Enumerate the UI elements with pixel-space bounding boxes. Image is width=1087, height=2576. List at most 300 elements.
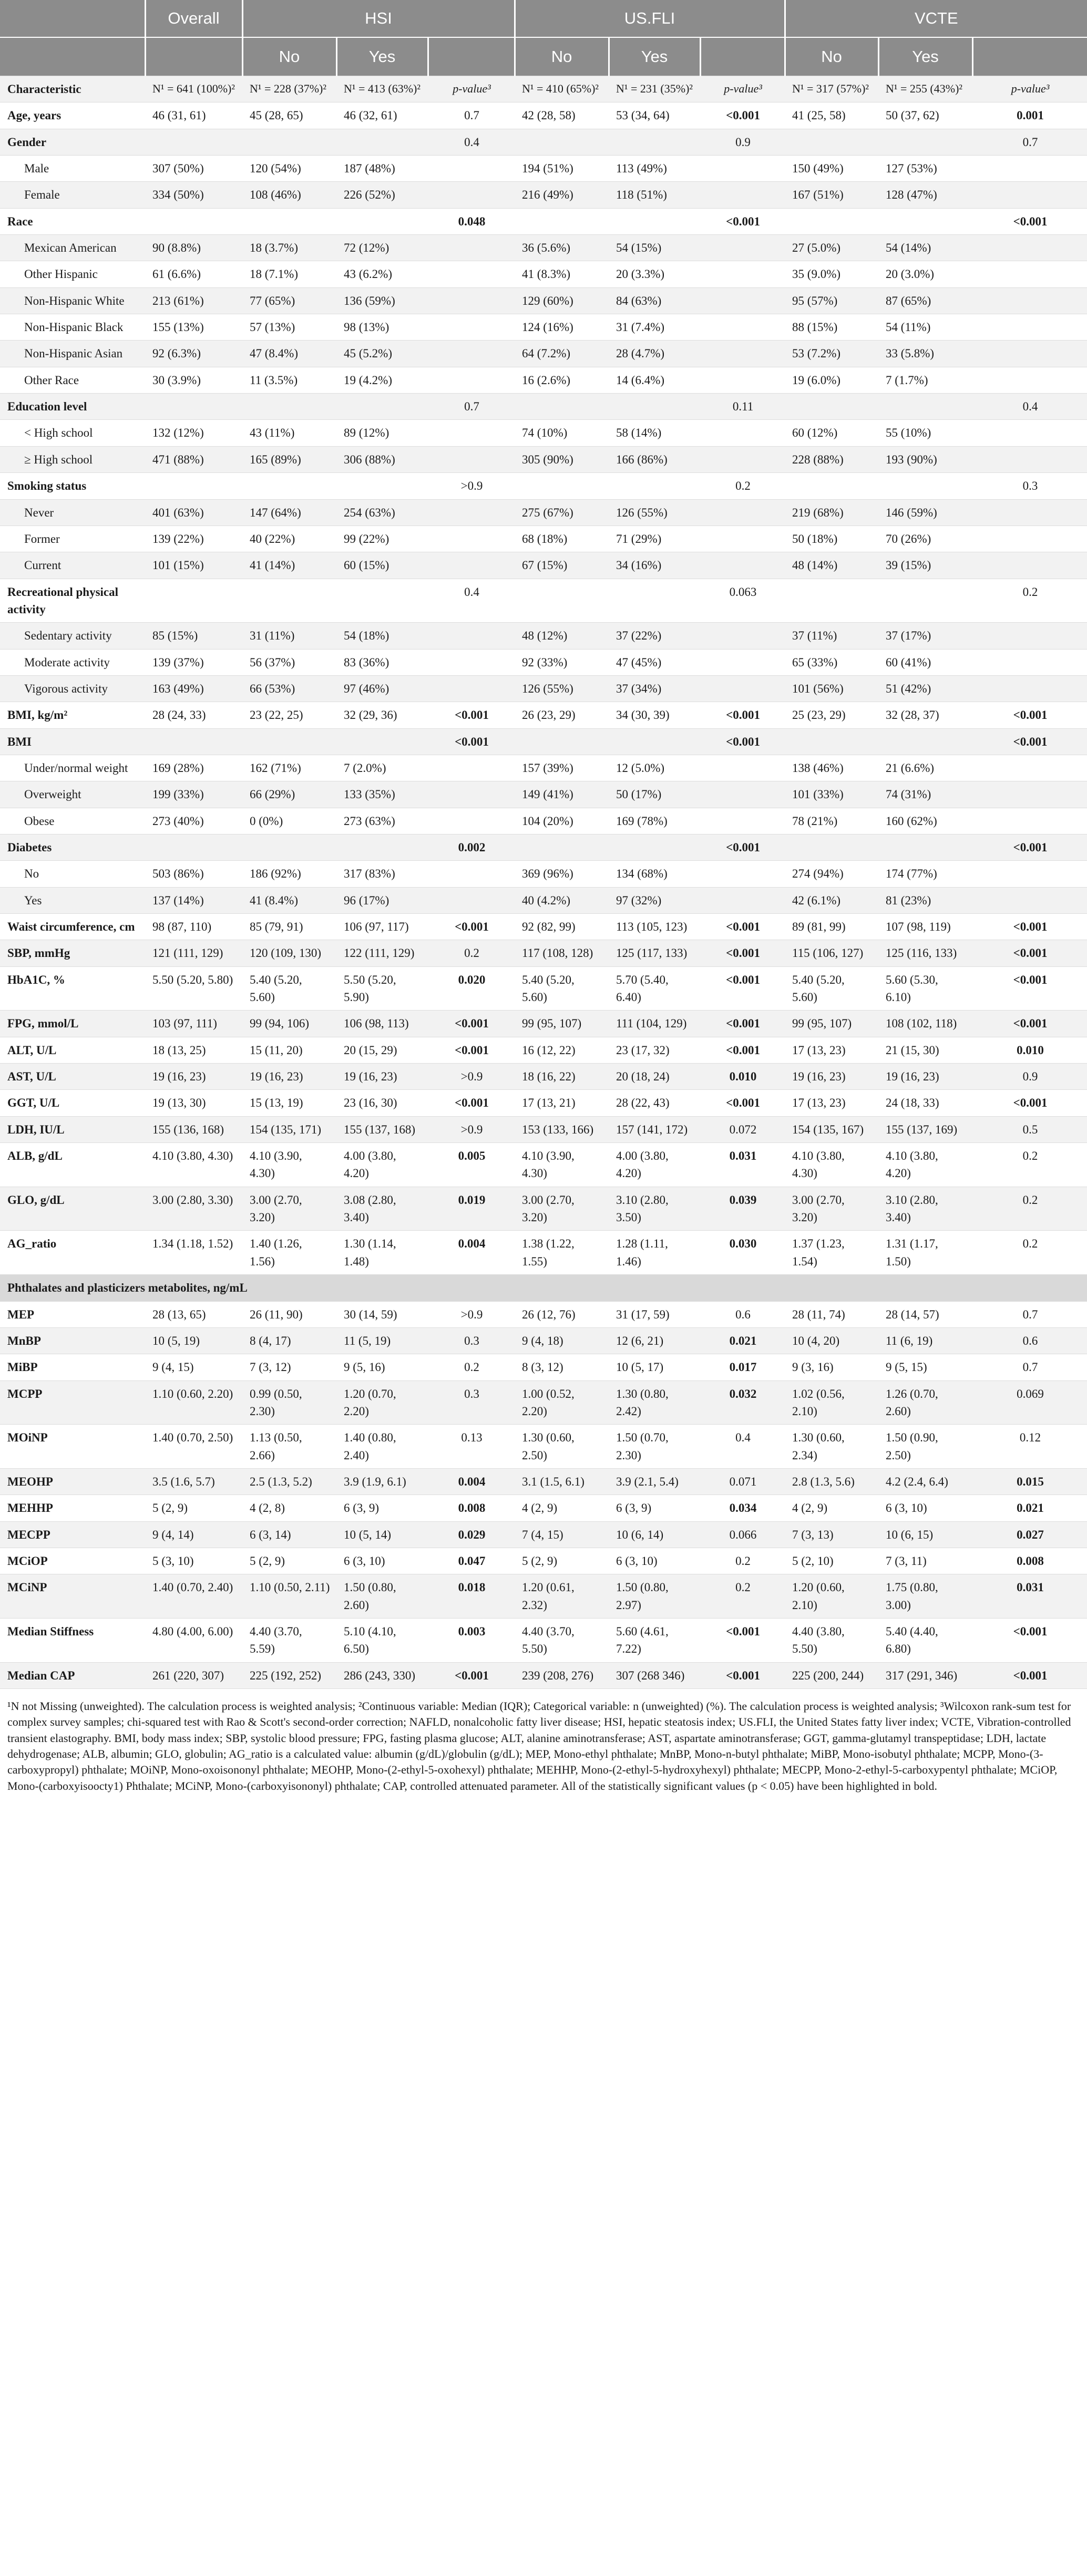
- p-value-cell: 0.2: [700, 473, 785, 499]
- p-value-cell: <0.001: [972, 1090, 1087, 1116]
- value-cell: 60 (15%): [336, 552, 428, 579]
- value-cell: 1.26 (0.70, 2.60): [878, 1380, 972, 1425]
- value-cell: 97 (46%): [336, 675, 428, 702]
- value-cell: 160 (62%): [878, 808, 972, 834]
- row-label: Under/normal weight: [0, 755, 145, 781]
- p-value-cell: [428, 314, 515, 341]
- value-cell: 1.30 (0.80, 2.42): [609, 1380, 700, 1425]
- value-cell: 129 (60%): [515, 287, 609, 314]
- value-cell: 99 (95, 107): [785, 1011, 878, 1037]
- n-cell: N¹ = 228 (37%)²: [242, 76, 336, 102]
- category-level-row: [0, 649, 1087, 675]
- value-cell: 1.40 (1.26, 1.56): [242, 1231, 336, 1275]
- row-label: Gender: [0, 129, 145, 155]
- value-cell: 60 (12%): [785, 420, 878, 446]
- p-value-cell: <0.001: [700, 940, 785, 966]
- value-cell: 111 (104, 129): [609, 1011, 700, 1037]
- value-cell: [515, 394, 609, 420]
- value-cell: 15 (11, 20): [242, 1037, 336, 1063]
- value-cell: 99 (94, 106): [242, 1011, 336, 1037]
- p-value-cell: 0.004: [428, 1231, 515, 1275]
- variable-row: [0, 1327, 1087, 1354]
- p-value-cell: >0.9: [428, 1301, 515, 1327]
- value-cell: 169 (28%): [145, 755, 242, 781]
- subheader-blank: [700, 37, 785, 76]
- value-cell: 136 (59%): [336, 287, 428, 314]
- value-cell: [145, 394, 242, 420]
- p-value-cell: 0.2: [700, 1548, 785, 1574]
- value-cell: 3.00 (2.70, 3.20): [785, 1187, 878, 1231]
- value-cell: 65 (33%): [785, 649, 878, 675]
- value-cell: 216 (49%): [515, 182, 609, 208]
- value-cell: 36 (5.6%): [515, 235, 609, 261]
- value-cell: 1.10 (0.60, 2.20): [145, 1380, 242, 1425]
- value-cell: 41 (8.3%): [515, 261, 609, 287]
- p-value-cell: 0.4: [700, 1425, 785, 1469]
- variable-row: [0, 208, 1087, 234]
- value-cell: 24 (18, 33): [878, 1090, 972, 1116]
- p-value-cell: [972, 623, 1087, 649]
- value-cell: 45 (28, 65): [242, 102, 336, 129]
- p-value-cell: [700, 552, 785, 579]
- p-value-cell: 0.2: [972, 579, 1087, 623]
- value-cell: 98 (13%): [336, 314, 428, 341]
- category-level-row: [0, 287, 1087, 314]
- value-cell: 254 (63%): [336, 499, 428, 525]
- value-cell: [609, 728, 700, 755]
- value-cell: 85 (15%): [145, 623, 242, 649]
- row-label: Vigorous activity: [0, 675, 145, 702]
- value-cell: 194 (51%): [515, 156, 609, 182]
- value-cell: 9 (3, 16): [785, 1354, 878, 1380]
- value-cell: 53 (7.2%): [785, 341, 878, 367]
- value-cell: [878, 728, 972, 755]
- p-value-cell: 0.7: [972, 129, 1087, 155]
- value-cell: 4.40 (3.80, 5.50): [785, 1618, 878, 1662]
- value-cell: 19 (13, 30): [145, 1090, 242, 1116]
- value-cell: 46 (32, 61): [336, 102, 428, 129]
- row-label: Male: [0, 156, 145, 182]
- value-cell: 50 (37, 62): [878, 102, 972, 129]
- value-cell: [609, 129, 700, 155]
- value-cell: 503 (86%): [145, 861, 242, 887]
- value-cell: 7 (3, 11): [878, 1548, 972, 1574]
- value-cell: 41 (14%): [242, 552, 336, 579]
- p-value-cell: <0.001: [700, 728, 785, 755]
- value-cell: [242, 129, 336, 155]
- p-value-cell: <0.001: [700, 102, 785, 129]
- p-value-cell: [972, 235, 1087, 261]
- value-cell: [515, 834, 609, 860]
- value-cell: 7 (3, 13): [785, 1521, 878, 1548]
- group-usfli: US.FLI: [515, 0, 785, 37]
- value-cell: 199 (33%): [145, 781, 242, 808]
- value-cell: 32 (29, 36): [336, 702, 428, 728]
- value-cell: 31 (7.4%): [609, 314, 700, 341]
- p-value-cell: [972, 525, 1087, 552]
- value-cell: 122 (111, 129): [336, 940, 428, 966]
- p-value-cell: 0.5: [972, 1116, 1087, 1142]
- p-value-cell: 0.020: [428, 966, 515, 1011]
- p-value-cell: 0.2: [428, 940, 515, 966]
- subheader-blank: [145, 37, 242, 76]
- row-label: Female: [0, 182, 145, 208]
- row-label: No: [0, 861, 145, 887]
- row-label: GLO, g/dL: [0, 1187, 145, 1231]
- p-value-cell: 0.3: [972, 473, 1087, 499]
- value-cell: 26 (11, 90): [242, 1301, 336, 1327]
- value-cell: 21 (15, 30): [878, 1037, 972, 1063]
- row-label: MOiNP: [0, 1425, 145, 1469]
- variable-row: [0, 1495, 1087, 1521]
- p-value-cell: 0.6: [972, 1327, 1087, 1354]
- p-value-cell: 0.7: [428, 394, 515, 420]
- p-value-cell: 0.11: [700, 394, 785, 420]
- category-level-row: [0, 675, 1087, 702]
- p-value-cell: 0.010: [700, 1064, 785, 1090]
- p-value-cell: <0.001: [972, 208, 1087, 234]
- p-value-cell: <0.001: [972, 1011, 1087, 1037]
- row-label: Recreational physical activity: [0, 579, 145, 623]
- value-cell: 113 (105, 123): [609, 914, 700, 940]
- value-cell: 187 (48%): [336, 156, 428, 182]
- p-value-cell: 0.9: [972, 1064, 1087, 1090]
- value-cell: 103 (97, 111): [145, 1011, 242, 1037]
- value-cell: 28 (22, 43): [609, 1090, 700, 1116]
- value-cell: 1.30 (1.14, 1.48): [336, 1231, 428, 1275]
- p-value-cell: [972, 755, 1087, 781]
- row-label: Sedentary activity: [0, 623, 145, 649]
- value-cell: [515, 473, 609, 499]
- p-value-cell: >0.9: [428, 473, 515, 499]
- n-cell: N¹ = 413 (63%)²: [336, 76, 428, 102]
- value-cell: 7 (4, 15): [515, 1521, 609, 1548]
- value-cell: 317 (83%): [336, 861, 428, 887]
- p-value-cell: [972, 552, 1087, 579]
- variable-row: [0, 1090, 1087, 1116]
- p-value-cell: [700, 261, 785, 287]
- variable-row: [0, 966, 1087, 1011]
- p-value-cell: 0.2: [972, 1187, 1087, 1231]
- p-value-cell: [972, 499, 1087, 525]
- value-cell: [785, 728, 878, 755]
- p-value-cell: <0.001: [700, 966, 785, 1011]
- row-label: BMI, kg/m²: [0, 702, 145, 728]
- category-level-row: [0, 781, 1087, 808]
- value-cell: 70 (26%): [878, 525, 972, 552]
- value-cell: 3.08 (2.80, 3.40): [336, 1187, 428, 1231]
- value-cell: [515, 579, 609, 623]
- value-cell: 16 (2.6%): [515, 367, 609, 393]
- value-cell: 4.40 (3.70, 5.50): [515, 1618, 609, 1662]
- value-cell: 126 (55%): [609, 499, 700, 525]
- variable-row: [0, 579, 1087, 623]
- value-cell: 10 (4, 20): [785, 1327, 878, 1354]
- row-label: Other Hispanic: [0, 261, 145, 287]
- p-value-cell: [428, 261, 515, 287]
- value-cell: 2.5 (1.3, 5.2): [242, 1468, 336, 1495]
- value-cell: 127 (53%): [878, 156, 972, 182]
- category-level-row: [0, 861, 1087, 887]
- p-value-cell: [428, 781, 515, 808]
- value-cell: 26 (12, 76): [515, 1301, 609, 1327]
- value-cell: 54 (11%): [878, 314, 972, 341]
- p-value-cell: [700, 341, 785, 367]
- value-cell: 147 (64%): [242, 499, 336, 525]
- variable-row: [0, 473, 1087, 499]
- value-cell: 72 (12%): [336, 235, 428, 261]
- value-cell: 1.20 (0.61, 2.32): [515, 1574, 609, 1619]
- p-value-cell: [972, 341, 1087, 367]
- value-cell: [515, 129, 609, 155]
- p-value-cell: [428, 552, 515, 579]
- p-value-cell: 0.2: [972, 1143, 1087, 1187]
- p-value-cell: 0.015: [972, 1468, 1087, 1495]
- row-label: LDH, IU/L: [0, 1116, 145, 1142]
- value-cell: 155 (137, 169): [878, 1116, 972, 1142]
- value-cell: 89 (12%): [336, 420, 428, 446]
- p-value-cell: 0.005: [428, 1143, 515, 1187]
- row-label: Age, years: [0, 102, 145, 129]
- p-value-cell: 0.7: [428, 102, 515, 129]
- value-cell: 115 (106, 127): [785, 940, 878, 966]
- p-value-cell: [700, 235, 785, 261]
- value-cell: 4.10 (3.90, 4.30): [242, 1143, 336, 1187]
- value-cell: [785, 208, 878, 234]
- p-value-cell: [972, 314, 1087, 341]
- value-cell: 3.1 (1.5, 6.1): [515, 1468, 609, 1495]
- p-value-cell: [972, 261, 1087, 287]
- value-cell: 47 (45%): [609, 649, 700, 675]
- value-cell: 71 (29%): [609, 525, 700, 552]
- value-cell: 74 (10%): [515, 420, 609, 446]
- variable-row: [0, 1143, 1087, 1187]
- p-value-cell: 0.047: [428, 1548, 515, 1574]
- value-cell: 1.28 (1.11, 1.46): [609, 1231, 700, 1275]
- value-cell: 1.50 (0.90, 2.50): [878, 1425, 972, 1469]
- value-cell: [242, 579, 336, 623]
- p-value-cell: [700, 182, 785, 208]
- subheader-hsi-yes: Yes: [336, 37, 428, 76]
- value-cell: 4.40 (3.70, 5.59): [242, 1618, 336, 1662]
- row-label: ALB, g/dL: [0, 1143, 145, 1187]
- value-cell: 1.50 (0.70, 2.30): [609, 1425, 700, 1469]
- variable-row: [0, 702, 1087, 728]
- variable-row: [0, 1037, 1087, 1063]
- value-cell: 1.31 (1.17, 1.50): [878, 1231, 972, 1275]
- p-value-cell: <0.001: [700, 1090, 785, 1116]
- value-cell: 120 (109, 130): [242, 940, 336, 966]
- p-value-cell: [972, 367, 1087, 393]
- value-cell: 1.40 (0.70, 2.50): [145, 1425, 242, 1469]
- value-cell: 19 (16, 23): [878, 1064, 972, 1090]
- value-cell: 23 (16, 30): [336, 1090, 428, 1116]
- subgroup-header-row: [0, 37, 1087, 76]
- p-value-cell: [700, 367, 785, 393]
- value-cell: 34 (30, 39): [609, 702, 700, 728]
- p-value-cell: <0.001: [700, 1662, 785, 1688]
- value-cell: 6 (3, 14): [242, 1521, 336, 1548]
- variable-row: [0, 1354, 1087, 1380]
- subheader-usfli-no: No: [515, 37, 609, 76]
- value-cell: 26 (23, 29): [515, 702, 609, 728]
- row-label: MEP: [0, 1301, 145, 1327]
- value-cell: 68 (18%): [515, 525, 609, 552]
- value-cell: 42 (28, 58): [515, 102, 609, 129]
- row-label: MnBP: [0, 1327, 145, 1354]
- p-value-cell: [428, 367, 515, 393]
- value-cell: 150 (49%): [785, 156, 878, 182]
- value-cell: 6 (3, 10): [878, 1495, 972, 1521]
- row-label: AG_ratio: [0, 1231, 145, 1275]
- p-value-cell: 0.017: [700, 1354, 785, 1380]
- value-cell: 5.40 (5.20, 5.60): [785, 966, 878, 1011]
- value-cell: 2.8 (1.3, 5.6): [785, 1468, 878, 1495]
- value-cell: 43 (6.2%): [336, 261, 428, 287]
- p-value-cell: 0.034: [700, 1495, 785, 1521]
- row-label: BMI: [0, 728, 145, 755]
- value-cell: 54 (14%): [878, 235, 972, 261]
- value-cell: 9 (5, 15): [878, 1354, 972, 1380]
- value-cell: 1.37 (1.23, 1.54): [785, 1231, 878, 1275]
- value-cell: 334 (50%): [145, 182, 242, 208]
- value-cell: 5.40 (4.40, 6.80): [878, 1618, 972, 1662]
- value-cell: 28 (14, 57): [878, 1301, 972, 1327]
- value-cell: 14 (6.4%): [609, 367, 700, 393]
- value-cell: 125 (117, 133): [609, 940, 700, 966]
- p-value-cell: [972, 649, 1087, 675]
- row-label: MECPP: [0, 1521, 145, 1548]
- category-level-row: [0, 341, 1087, 367]
- value-cell: 98 (87, 110): [145, 914, 242, 940]
- value-cell: 95 (57%): [785, 287, 878, 314]
- value-cell: 128 (47%): [878, 182, 972, 208]
- value-cell: [242, 473, 336, 499]
- value-cell: 87 (65%): [878, 287, 972, 314]
- p-value-cell: <0.001: [972, 702, 1087, 728]
- value-cell: 4 (2, 9): [785, 1495, 878, 1521]
- value-cell: 92 (82, 99): [515, 914, 609, 940]
- value-cell: 20 (3.3%): [609, 261, 700, 287]
- p-value-cell: 0.030: [700, 1231, 785, 1275]
- row-label: FPG, mmol/L: [0, 1011, 145, 1037]
- value-cell: 3.10 (2.80, 3.40): [878, 1187, 972, 1231]
- value-cell: 5 (2, 9): [515, 1548, 609, 1574]
- value-cell: 10 (6, 15): [878, 1521, 972, 1548]
- value-cell: 174 (77%): [878, 861, 972, 887]
- n-cell: N¹ = 231 (35%)²: [609, 76, 700, 102]
- value-cell: 108 (46%): [242, 182, 336, 208]
- value-cell: 19 (16, 23): [145, 1064, 242, 1090]
- value-cell: 1.75 (0.80, 3.00): [878, 1574, 972, 1619]
- category-level-row: [0, 314, 1087, 341]
- p-value-cell: [700, 861, 785, 887]
- value-cell: 307 (268 346): [609, 1662, 700, 1688]
- value-cell: 219 (68%): [785, 499, 878, 525]
- value-cell: 39 (15%): [878, 552, 972, 579]
- value-cell: [336, 129, 428, 155]
- value-cell: 139 (22%): [145, 525, 242, 552]
- value-cell: 163 (49%): [145, 675, 242, 702]
- p-value-heading: p-value³: [972, 76, 1087, 102]
- group-vcte: VCTE: [785, 0, 1087, 37]
- p-value-heading: p-value³: [428, 76, 515, 102]
- p-value-cell: [700, 649, 785, 675]
- variable-row: [0, 1468, 1087, 1495]
- value-cell: 138 (46%): [785, 755, 878, 781]
- value-cell: 317 (291, 346): [878, 1662, 972, 1688]
- category-level-row: [0, 755, 1087, 781]
- p-value-cell: <0.001: [428, 728, 515, 755]
- row-label: Smoking status: [0, 473, 145, 499]
- value-cell: 106 (97, 117): [336, 914, 428, 940]
- p-value-cell: <0.001: [972, 728, 1087, 755]
- value-cell: 83 (36%): [336, 649, 428, 675]
- row-label: MiBP: [0, 1354, 145, 1380]
- variable-row: [0, 1231, 1087, 1275]
- value-cell: 19 (16, 23): [336, 1064, 428, 1090]
- p-value-cell: 0.008: [428, 1495, 515, 1521]
- value-cell: 4.00 (3.80, 4.20): [609, 1143, 700, 1187]
- value-cell: 60 (41%): [878, 649, 972, 675]
- category-level-row: [0, 367, 1087, 393]
- n-cell: N¹ = 317 (57%)²: [785, 76, 878, 102]
- value-cell: 23 (17, 32): [609, 1037, 700, 1063]
- value-cell: 9 (4, 15): [145, 1354, 242, 1380]
- value-cell: 118 (51%): [609, 182, 700, 208]
- category-level-row: [0, 623, 1087, 649]
- value-cell: [145, 129, 242, 155]
- value-cell: 1.00 (0.52, 2.20): [515, 1380, 609, 1425]
- p-value-cell: 0.001: [972, 102, 1087, 129]
- value-cell: 27 (5.0%): [785, 235, 878, 261]
- value-cell: 193 (90%): [878, 446, 972, 472]
- variable-row: [0, 129, 1087, 155]
- value-cell: 125 (116, 133): [878, 940, 972, 966]
- p-value-cell: <0.001: [428, 1662, 515, 1688]
- value-cell: 1.38 (1.22, 1.55): [515, 1231, 609, 1275]
- row-label: Mexican American: [0, 235, 145, 261]
- value-cell: 154 (135, 167): [785, 1116, 878, 1142]
- value-cell: 5.70 (5.40, 6.40): [609, 966, 700, 1011]
- value-cell: 471 (88%): [145, 446, 242, 472]
- value-cell: [336, 473, 428, 499]
- value-cell: 4.10 (3.80, 4.30): [785, 1143, 878, 1187]
- value-cell: 32 (28, 37): [878, 702, 972, 728]
- subheader-vcte-no: No: [785, 37, 878, 76]
- value-cell: 99 (22%): [336, 525, 428, 552]
- p-value-cell: [700, 808, 785, 834]
- p-value-cell: 0.066: [700, 1521, 785, 1548]
- row-label: Non-Hispanic Asian: [0, 341, 145, 367]
- value-cell: 101 (56%): [785, 675, 878, 702]
- variable-row: [0, 1425, 1087, 1469]
- value-cell: 104 (20%): [515, 808, 609, 834]
- p-value-cell: <0.001: [700, 208, 785, 234]
- value-cell: 46 (31, 61): [145, 102, 242, 129]
- value-cell: 5.40 (5.20, 5.60): [242, 966, 336, 1011]
- p-value-cell: <0.001: [972, 1662, 1087, 1688]
- value-cell: 12 (6, 21): [609, 1327, 700, 1354]
- group-header-row: [0, 0, 1087, 37]
- value-cell: 19 (4.2%): [336, 367, 428, 393]
- value-cell: 25 (23, 29): [785, 702, 878, 728]
- value-cell: 225 (192, 252): [242, 1662, 336, 1688]
- value-cell: 305 (90%): [515, 446, 609, 472]
- p-value-cell: <0.001: [428, 702, 515, 728]
- row-label: < High school: [0, 420, 145, 446]
- p-value-cell: [428, 446, 515, 472]
